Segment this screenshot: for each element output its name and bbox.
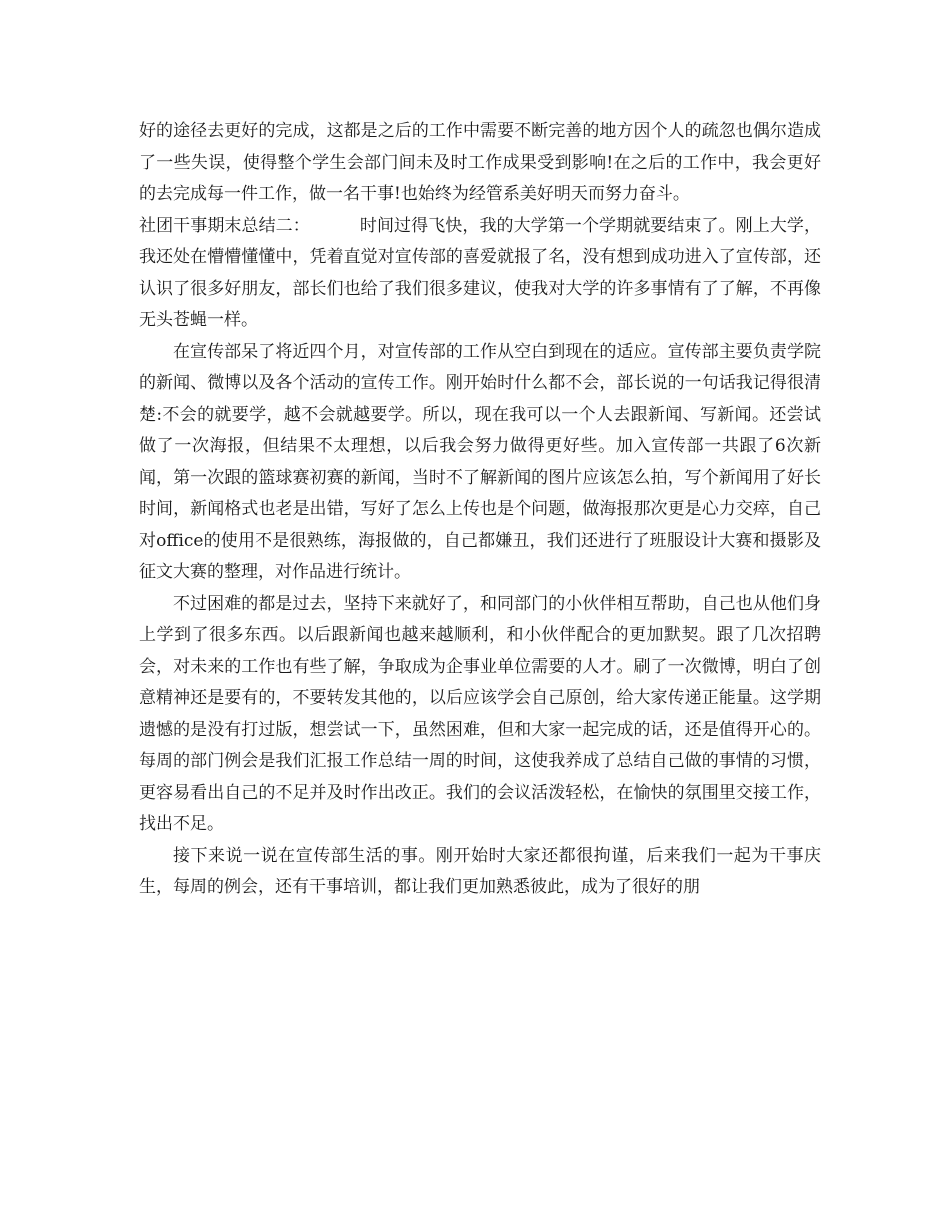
document-body: [139, 116, 821, 904]
section-heading: 社团干事期末总结二：: [139, 215, 310, 236]
paragraph-2: [139, 211, 821, 337]
paragraph-5: 接下来说一说在宣传部生活的事。刚开始时大家还都很拘谨，后来我们一起为干事庆生，每周的例会，还有干事培训，都让我们更加熟悉彼此，成为了很好的朋: [139, 845, 821, 897]
paragraph-2-text: 时间过得飞快，我的大学第一个学期就要结束了。刚上大学，我还处在懵懵懂懂中，凭着直觉对宣传部的喜爱就报了名，没有想到成功进入了宣传部，还认识了很多好朋友，部长们也给了我们很多建议，使我对大学的许多事情有了了解，不再像无头苍蝇一样。: [139, 215, 822, 330]
paragraph-3: 在宣传部呆了将近四个月，对宣传部的工作从空白到现在的适应。宣传部主要负责学院的新闻、微博以及各个活动的宣传工作。刚开始时什么都不会，部长说的一句话我记得很清楚:不会的就要学，越不会就越要学。所以，现在我可以一个人去跟新闻、写新闻。还尝试做了一次海报，但结果不太理想，以后我会努力做得更好些。加入宣传部一共跟了6次新闻，第一次跟的篮球赛初赛的新闻，当时不了解新闻的图片应该怎么拍，写个新闻用了好长时间，新闻格式也老是出错，写好了怎么上传也是个问题，做海报那次更是心力交瘁，自己对office的使用不是很熟练，海报做的，自己都嫌丑，我们还进行了班服设计大赛和摄影及征文大赛的整理，对作品进行统计。: [139, 341, 821, 582]
paragraph-1: 好的途径去更好的完成，这都是之后的工作中需要不断完善的地方因个人的疏忽也偶尔造成了一些失误，使得整个学生会部门间未及时工作成果受到影响!在之后的工作中，我会更好的去完成每一件工作，做一名干事!也始终为经管系美好明天而努力奋斗。: [139, 121, 821, 204]
paragraph-4: 不过困难的都是过去，坚持下来就好了，和同部门的小伙伴相互帮助，自己也从他们身上学到了很多东西。以后跟新闻也越来越顺利，和小伙伴配合的更加默契。跟了几次招聘会，对未来的工作也有些了解，争取成为企事业单位需要的人才。刷了一次微博，明白了创意精神还是要有的，不要转发其他的，以后应该学会自己原创，给大家传递正能量。这学期遗憾的是没有打过版，想尝试一下，虽然困难，但和大家一起完成的话，还是值得开心的。每周的部门例会是我们汇报工作总结一周的时间，这使我养成了总结自己做的事情的习惯，更容易看出自己的不足并及时作出改正。我们的会议活泼轻松，在愉快的氛围里交接工作，找出不足。: [139, 593, 821, 834]
